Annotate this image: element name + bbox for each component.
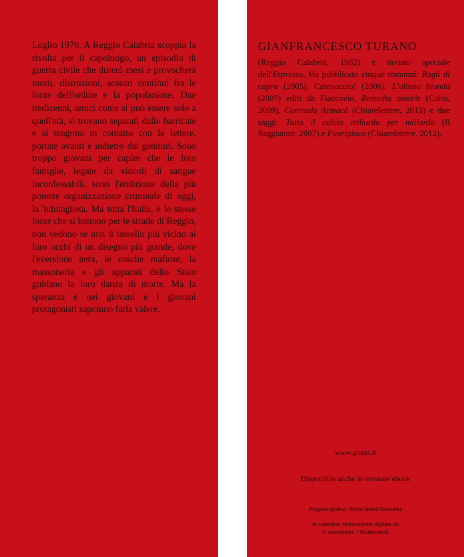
cover-credit — [247, 522, 464, 537]
bio-text: (2005), — [278, 80, 315, 91]
book-blurb: Luglio 1970. A Reggio Calabria scoppia la rivolta per il capoluogo, un episodio di guerra civile che durerà mesi e provocherà morti, distruzioni, scontri continui fra le forze dell'ordine e la popolazione. Due tredicenni, amici come si può essere solo a quell'età, si trovano separati dalle barricate e si tengono in contatto con le lettere, portate avanti e indietro dai genitori. Sono troppo giovani per capire che le loro famiglie, legate da vincoli di sangue inconfessabili, sono l'embrione della più potente organizzazione criminale di oggi, la 'ndrangheta. Ma tutta l'Italia, e le stesse forze che si battono per le strade di Reggio, non vedono se non il tassello più vicino ai loro occhi di un disegno più grande, dove l'eversione nera, le cosche mafiose, la massoneria e gli apparati dello Stato guidano la loro danza di morte. Ma la speranza è nei giovani e i giovani protagonisti sapranno farla valere. — [32, 41, 196, 316]
bio-title: Remedia amoris — [361, 92, 421, 103]
bio-title: Ragù di capra — [258, 68, 450, 91]
publisher-website: www.giunti.it — [334, 448, 377, 457]
bio-text: (Reggio Calabria, 1962) è inviato speciale dell' — [258, 57, 450, 79]
design-credit: Progetto grafico: Rocío Isabel González — [308, 507, 403, 513]
bio-text: (Cairo, 2009), — [258, 92, 450, 115]
bio-text: . Ha pubblicato cinque romanzi: — [303, 68, 422, 79]
bio-title: Catenaccio! — [314, 80, 357, 91]
left-flap — [0, 0, 218, 557]
bio-title: Tutto il calcio miliardo per miliardo — [285, 116, 435, 127]
bio-text: (2006), — [356, 80, 393, 91]
bio-text: (Chiarelettere, 2012). — [365, 128, 442, 139]
bio-text: (2007) editi da Fiaccovio, — [258, 92, 362, 103]
cover-credit-line: © senoldoktor / Shutterstock — [322, 529, 389, 536]
bio-text: (Chiarelettere, 2013) e due saggi: — [258, 104, 450, 127]
bio-title: Contrada Armacà — [284, 104, 349, 115]
right-flap — [247, 0, 464, 557]
bio-title: Fuorigioco — [327, 128, 366, 139]
bio-title: L'ultima bionda — [392, 80, 451, 91]
cover-credit-line: In copertina: elaborazione digitale da — [312, 522, 399, 528]
bio-text: (Il Saggiatore, 2007) e — [258, 116, 450, 139]
ebook-note: Disponibile anche in versione ebook — [300, 474, 411, 483]
author-bio — [258, 57, 450, 140]
author-name: GIANFRANCESCO TURANO — [258, 41, 418, 53]
bio-title: Espresso — [272, 68, 304, 79]
